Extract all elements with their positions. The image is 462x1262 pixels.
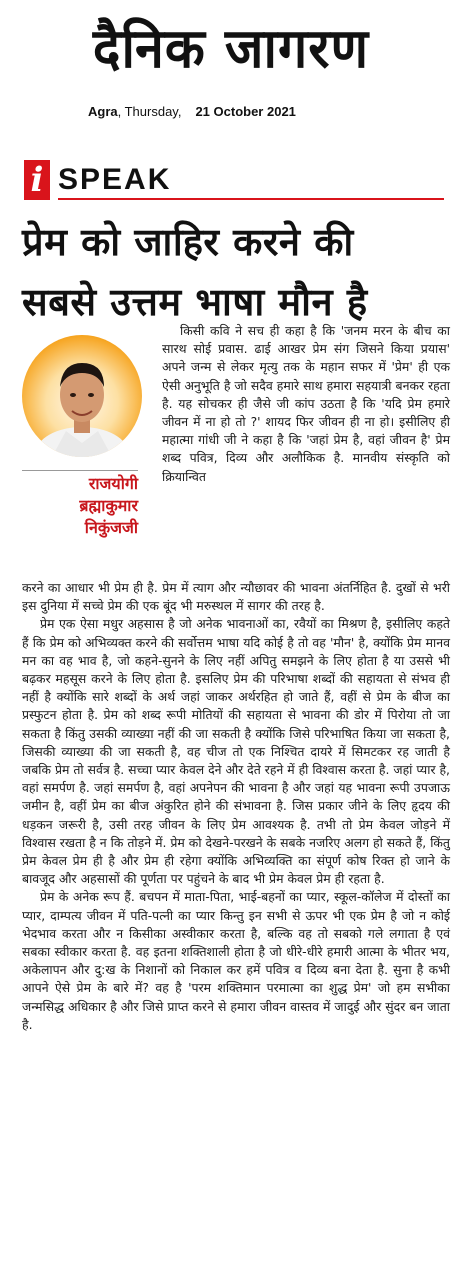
article-body (22, 579, 450, 1034)
dateline (88, 104, 388, 119)
author-rule-top (22, 470, 138, 471)
article-intro: किसी कवि ने सच ही कहा है कि 'जनम मरन के बीच का सारथ सोई प्रवास. ढाई आखर प्रेम संग जिसने किया प्रयास' अपने जन्म से लेकर मृत्यु तक के महान सफर में 'प्रेम' ही एक ऐसी अनुभूति है जो सदैव हमारे साथ हमारा सहयात्री बनकर रहता है. यह सोचकर ही जैसे जी कांप उठता है कि 'यदि प्रेम हमारे जीवन में ना हो तो ?' शायद फिर जीवन ही ना हो। इसीलिए ही महात्मा गांधी जी ने कहा है कि 'जहां प्रेम है, वहां जीवन है' प्रेम शब्द पवित्र, दिव्य और अलौकिक है. मानवीय संस्कृति को क्रियान्वित (162, 323, 450, 484)
section-rule (58, 198, 444, 200)
dateline-city: Agra (88, 104, 118, 119)
headline-line-1: प्रेम को जाहिर करने की (22, 220, 354, 264)
portrait-icon (22, 335, 142, 457)
dateline-day: , Thursday, (117, 104, 182, 119)
newspaper-title: दैनिक जागरण (92, 17, 370, 81)
section-label: SPEAK (58, 163, 172, 196)
section-header (24, 160, 444, 200)
article-paragraph-2: प्रेम एक ऐसा मधुर अहसास है जो अनेक भावनाओं का, रवैयों का मिश्रण है, इसीलिए कहते हैं कि प्रेम को अभिव्यक्त करने की सर्वोत्तम भाषा यदि कोई है तो वह 'मौन' है, क्योंकि प्रेम मानव मन का वह भाव है, जो कहने-सुनने के लिए नहीं अपितु समझने के लिए होता है या उससे भी बढ़कर महसूस करने के लिए होता है. इसलिए प्रेम की परिभाषा शब्दों की सहायता से संभव ही नहीं है क्योंकि सारे शब्दों के अर्थ जहां जाकर अर्थरहित हो जाते हैं, वहीं से प्रेम के बीज का प्रस्फुटन होता है. प्रेम को शब्द रूपी मोतियों की सहायता से भावना की डोर में पिरोया तो जा सकता है किंतु उसकी व्याख्या नहीं की जा सकती है क्योंकि जिसे परिभाषित किया जा सकता है, जिसकी व्याख्या की जा सकती है, वह चीज तो एक निश्चित दायरे में सिमटकर रह जाती है जबकि प्रेम तो सर्वत्र है. सच्चा प्यार केवल देने और देते रहने में ही विश्वास करता है. जहां प्यार है, वहां समर्पण है. जहां समर्पण है, वहां अपनेपन की भावना है और जहां यह भावना रूपी उपजाऊ जमीन है, वहीं प्रेम का बीज अंकुरित होने की संभावना है. जिस प्रकार जीने के लिए हृदय की धड़कन जरूरी है, उसी तरह जीवन के लिए प्रेम आवश्यक है. तभी तो प्रेम केवल जोड़ने में विश्वास रखता है न कि तोड़ने में. प्रेम को देखने-परखने के सबके नजरिए अलग हो सकते हैं, किंतु प्रेम केवल प्रेम ही है और प्रेम ही रहेगा क्योंकि अभिव्यक्ति का संपूर्ण कोष रिक्त हो जाने के बावजूद और अहसासों की पूर्णता पर पहुंचने के बाद भी प्रेम केवल प्रेम ही रहता है. (22, 616, 450, 887)
author-byline (22, 466, 138, 539)
article-intro-continued: करने का आधार भी प्रेम ही है. प्रेम में त्याग और न्यौछावर की भावना अंतर्निहित है. दुखों से भरी इस दुनिया में सच्चे प्रेम की एक बूंद भी मरुस्थल में सागर की तरह है. (22, 580, 450, 614)
masthead (0, 14, 462, 94)
dateline-date: 21 October 2021 (195, 104, 296, 119)
author-line-1: राजयोगी (88, 474, 138, 493)
headline (22, 212, 452, 332)
author-line-3: निकुंजजी (84, 518, 138, 537)
headline-line-2: सबसे उत्तम भाषा मौन है (22, 280, 368, 324)
section-i-badge: i (24, 160, 50, 200)
article-intro-column (162, 322, 450, 486)
article-paragraph-3: प्रेम के अनेक रूप हैं. बचपन में माता-पिता, भाई-बहनों का प्यार, स्कूल-कॉलेज में दोस्तों का प्यार, दाम्पत्य जीवन में पति-पत्नी का प्यार किन्तु इन सभी से ऊपर भी एक प्रेम है जो न कोई भेदभाव करता और न किसीका अस्वीकार करता है, बल्कि वह तो सबको गले लगाता है एवं सबका स्वीकार करता है. वह इतना शक्तिशाली होता है जो धीरे-धीरे हमारी आत्मा के भीतर भय, अकेलापन और दु:ख के निशानों को निकाल कर हमें पवित्र व दिव्य बना देता है. सुना है कभी आपने ऐसे प्रेम के बारे में? वह है 'परम शक्तिमान परमात्मा का शुद्ध प्रेम' जो हम सभीका जन्मसिद्ध अधिकार है और जिसे प्राप्त करने से हमारा जीवन वास्तव में जादुई और सुंदर बन जाता है. (22, 889, 450, 1032)
author-line-2: ब्रह्माकुमार (79, 496, 138, 515)
author-portrait (22, 335, 142, 457)
